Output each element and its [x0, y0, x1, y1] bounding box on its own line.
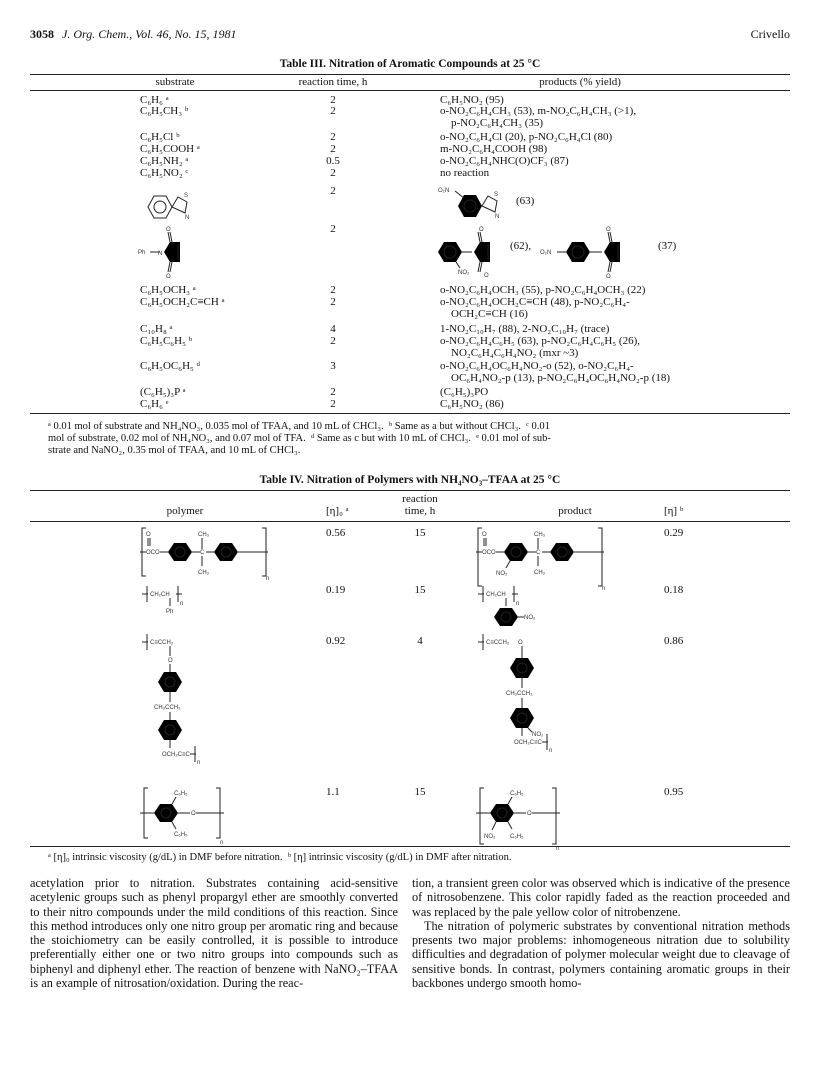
svg-text:CH₃CCH₃: CH₃CCH₃ — [154, 705, 181, 711]
svg-text:O: O — [518, 640, 523, 646]
svg-text:C₆H₅: C₆H₅ — [510, 791, 524, 797]
svg-text:O: O — [168, 658, 173, 664]
svg-text:CH₂CH: CH₂CH — [486, 592, 506, 598]
svg-text:CH₃CCH₃: CH₃CCH₃ — [506, 691, 533, 697]
table4-time: 15 — [414, 786, 426, 798]
svg-text:Ph: Ph — [138, 250, 146, 256]
svg-text:S: S — [494, 192, 499, 198]
table3-substrate: C₆H₅COOH ᵃ — [140, 143, 200, 155]
svg-text:C≡CCH₂: C≡CCH₂ — [150, 640, 174, 646]
table3-substrate: C₆H₅Cl ᵇ — [140, 131, 180, 143]
svg-text:O: O — [484, 273, 489, 279]
table3-time: 2 — [330, 223, 336, 235]
svg-text:O₂N: O₂N — [438, 188, 450, 194]
svg-text:O: O — [479, 227, 484, 233]
table3-substrate: C₆H₅OC₆H₅ ᵈ — [140, 360, 201, 372]
table3-time: 2 — [330, 296, 336, 308]
table3-time: 2 — [330, 167, 336, 179]
nitropolystyrene-structure — [476, 582, 556, 630]
table3-time: 0.5 — [326, 155, 340, 167]
table3-time: 2 — [330, 105, 336, 117]
table3-time: 4 — [330, 323, 336, 335]
table4-eta: 0.18 — [664, 584, 684, 596]
table3-time: 2 — [330, 386, 336, 398]
svg-text:n: n — [220, 840, 224, 846]
svg-text:NO₂: NO₂ — [524, 615, 536, 621]
table3-header-time: reaction time, h — [298, 76, 368, 88]
table3-time: 3 — [330, 360, 336, 372]
table3-products: 1-NO₂C₁₀H₇ (88), 2-NO₂C₁₀H₇ (trace) — [440, 323, 610, 335]
svg-text:O: O — [166, 274, 171, 280]
table3-substrate: C₁₀H₈ ᵃ — [140, 323, 173, 335]
benzothiazole-structure — [140, 188, 200, 228]
table3-time: 2 — [330, 398, 336, 410]
author-name: Crivello — [750, 27, 790, 41]
table4-header-eta0: [η]₀ ᵃ — [326, 505, 349, 517]
svg-text:C≡CCH₂: C≡CCH₂ — [486, 640, 510, 646]
body-paragraph: acetylation prior to nitration. Substrates containing acid-sensitive acetylenic groups such as phenyl propargyl ether are smoothly converted to their nitro compounds under the mild conditions of this reaction. Since this method introduces only one nitro group per aromatic ring and because the stoichiometry can be easily controlled, it is possible to introduce preferentially either one or two nitro groups into compounds such as biphenyl and diphenyl ether. The reaction of benzene with NaNO₂–TFAA is an example of nitrosation/oxidation. During the reac- — [30, 876, 398, 991]
table4-eta0: 0.92 — [326, 635, 346, 647]
table3-substrate: C₆H₅CH₃ ᵇ — [140, 105, 189, 117]
svg-text:CH₃: CH₃ — [198, 570, 210, 576]
svg-text:C₆H₅: C₆H₅ — [510, 834, 524, 840]
table4-time: 15 — [414, 527, 426, 539]
table3-products: (C₆H₅)₃PO — [440, 386, 489, 398]
svg-text:S: S — [184, 193, 189, 199]
table3-products: m-NO₂C₆H₄COOH (98) — [440, 143, 548, 155]
svg-text:n: n — [549, 748, 553, 754]
svg-text:NO₂: NO₂ — [496, 571, 508, 577]
polycarbonate-c: C — [200, 550, 205, 556]
svg-text:C₆H₅: C₆H₅ — [174, 791, 188, 797]
table3-time: 2 — [330, 131, 336, 143]
svg-text:n: n — [180, 601, 184, 607]
table3-substrate: C₆H₅OCH₃ ᵃ — [140, 284, 196, 296]
table3-products: (63) — [516, 195, 535, 207]
table3-products: o-NO₂C₆H₄C₆H₅ (63), p-NO₂C₆H₄C₆H₅ (26), NO₂C₆H₄C₆H₄NO₂ (mxr ~3) — [440, 335, 640, 359]
svg-text:n: n — [197, 760, 201, 766]
table3-caption: Table III. Nitration of Aromatic Compounds at 25 °C — [279, 58, 541, 70]
table3-products: (62), — [510, 240, 532, 252]
svg-text:n: n — [556, 846, 560, 852]
svg-text:CH₃: CH₃ — [534, 570, 546, 576]
table4-header-rule — [30, 521, 790, 522]
table4-header-time1: reaction — [402, 493, 438, 505]
table3-products: o-NO₂C₆H₄Cl (20), p-NO₂C₆H₄Cl (80) — [440, 131, 613, 143]
table4-time: 4 — [417, 635, 423, 647]
table4-eta: 0.95 — [664, 786, 684, 798]
svg-text:O: O — [527, 811, 532, 817]
svg-text:O: O — [146, 532, 151, 538]
phenylmaleimide-structure — [136, 224, 206, 280]
nitropolycarbonate-c: C — [536, 550, 541, 556]
table3-time: 2 — [330, 94, 336, 106]
nitrobenzothiazole-structure — [438, 185, 518, 225]
table4-header-eta: [η] ᵇ — [664, 505, 684, 517]
svg-text:n: n — [516, 601, 520, 607]
table3-header-products: products (% yield) — [539, 76, 621, 88]
table3-footnote: ᵃ 0.01 mol of substrate and NH₄NO₃, 0.035 mol of TFAA, and 10 mL of CHCl₃. ᵇ Same as a but without CHCl₃. ᶜ 0.01 mol of substrate, 0.02 mol of NH₄NO₃, and 0.07 mol of TFA. ᵈ Same as c but with 10 mL of CHCl₃. ᵉ 0.01 mol of sub- strate and NaNO₂, 0.35 mol of TFAA, and 10 mL of CHCl₃. — [48, 421, 551, 456]
svg-text:OCH₂C≡C: OCH₂C≡C — [514, 740, 542, 746]
table3-top-rule — [30, 74, 790, 75]
body-right-column — [412, 876, 790, 990]
journal-citation: J. Org. Chem., Vol. 46, No. 15, 1981 — [62, 27, 237, 41]
table4-header-polymer: polymer — [166, 505, 204, 517]
nitro-polyether-acetylene-structure — [476, 632, 566, 772]
svg-text:N: N — [495, 214, 500, 220]
table3-substrate: C₆H₅NO₂ ᶜ — [140, 167, 189, 179]
nitrophenylmaleimide-ortho-structure — [436, 222, 512, 278]
svg-text:N: N — [158, 251, 163, 257]
table3-substrate: (C₆H₅)₃P ᵃ — [140, 386, 186, 398]
table3-products: C₆H₅NO₂ (86) — [440, 398, 504, 410]
svg-text:O₂N: O₂N — [540, 250, 552, 256]
polyether-acetylene-structure — [140, 632, 220, 780]
polycarbonate-structure — [140, 524, 270, 580]
svg-text:CH₂CH: CH₂CH — [150, 592, 170, 598]
svg-text:NO₂: NO₂ — [484, 834, 496, 840]
nitrophenylmaleimide-para-structure — [540, 222, 650, 278]
table4-caption: Table IV. Nitration of Polymers with NH₄NO₃–TFAA at 25 °C — [259, 474, 561, 486]
svg-text:C₆H₅: C₆H₅ — [174, 832, 188, 838]
table4-footnote: ᵃ [η]₀ intrinsic viscosity (g/dL) in DMF before nitration. ᵇ [η] intrinsic viscosity (g/dL) in DMF after nitration. — [48, 852, 512, 863]
svg-text:O: O — [482, 532, 487, 538]
table4-eta0: 0.56 — [326, 527, 346, 539]
svg-text:OCO: OCO — [146, 550, 160, 556]
table3-products: (37) — [658, 240, 677, 252]
table3-time: 2 — [330, 335, 336, 347]
table3-substrate: C₆H₅C₆H₅ ᵇ — [140, 335, 193, 347]
nitro-polyphenylene-oxide-structure — [476, 784, 566, 850]
svg-text:O: O — [606, 274, 611, 280]
svg-text:O: O — [606, 227, 611, 233]
table4-eta0: 0.19 — [326, 584, 346, 596]
polyphenylene-oxide-structure — [140, 784, 230, 844]
table3-products: C₆H₅NO₂ (95) — [440, 94, 504, 106]
svg-text:n: n — [602, 586, 606, 592]
svg-text:OCH₂C≡C: OCH₂C≡C — [162, 752, 190, 758]
table4-eta: 0.29 — [664, 527, 684, 539]
table3-substrate: C₆H₅NH₂ ᵃ — [140, 155, 189, 167]
table3-header-rule — [30, 90, 790, 91]
svg-text:CH₃: CH₃ — [198, 532, 210, 538]
svg-text:NO₂: NO₂ — [532, 732, 544, 738]
svg-text:CH₃: CH₃ — [534, 532, 546, 538]
body-paragraph: The nitration of polymeric substrates by conventional nitration methods presents two major problems: inhomogeneous nitration due to solubility difficulties and degradation of polymer molecular weight due to cleavage of sensitive bonds. In contrast, polymers containing aromatic groups in their backbones undergo smooth homo- — [412, 918, 790, 991]
table4-bottom-rule — [30, 846, 790, 847]
table3-header-substrate: substrate — [155, 76, 195, 88]
table3-bottom-rule — [30, 413, 790, 414]
table3-products: o-NO₂C₆H₄OC₆H₄NO₂-o (52), o-NO₂C₆H₄- OC₆H₄NO₂-p (13), p-NO₂C₆H₄OC₆H₄NO₂-p (18) — [440, 360, 671, 384]
table3-products: o-NO₂C₆H₄OCH₂C≡CH (48), p-NO₂C₆H₄- OCH₂C≡CH (16) — [440, 296, 630, 320]
table4-time: 15 — [414, 584, 426, 596]
table4-header-product: product — [558, 505, 592, 517]
table3-substrate: C₆H₆ ᵉ — [140, 398, 169, 410]
table3-time: 2 — [330, 284, 336, 296]
svg-text:NO₂: NO₂ — [458, 270, 470, 276]
body-left-column — [30, 876, 398, 990]
polystyrene-structure — [140, 582, 200, 618]
table3-products: o-NO₂C₆H₄CH₃ (53), m-NO₂C₆H₄CH₃ (>1), p-NO₂C₆H₄CH₃ (35) — [440, 105, 637, 129]
body-paragraph: tion, a transient green color was observed which is indicative of the presence of nitrosobenzene. This color rapidly faded as the reaction proceeded and was replaced by the pale yellow color of nitrobenzene. — [412, 876, 790, 919]
table4-eta: 0.86 — [664, 635, 684, 647]
svg-text:OCO: OCO — [482, 550, 496, 556]
svg-text:n: n — [266, 576, 270, 582]
table4-eta0: 1.1 — [326, 786, 340, 798]
table3-products: o-NO₂C₆H₄NHC(O)CF₃ (87) — [440, 155, 569, 167]
page-number: 3058 — [30, 27, 54, 41]
svg-text:N: N — [185, 215, 190, 221]
table3-products: o-NO₂C₆H₄OCH₃ (55), p-NO₂C₆H₄OCH₃ (22) — [440, 284, 646, 296]
table3-time: 2 — [330, 143, 336, 155]
table3-substrate: C₆H₅OCH₂C≡CH ᵃ — [140, 296, 225, 308]
table4-header-time2: time, h — [404, 505, 436, 517]
svg-text:O: O — [166, 227, 171, 233]
svg-text:O: O — [191, 811, 196, 817]
svg-text:Ph: Ph — [166, 609, 174, 615]
table3-substrate: C₆H₆ ᵃ — [140, 94, 169, 106]
table4-top-rule — [30, 490, 790, 491]
table3-products: no reaction — [440, 167, 490, 179]
table3-time: 2 — [330, 185, 336, 197]
